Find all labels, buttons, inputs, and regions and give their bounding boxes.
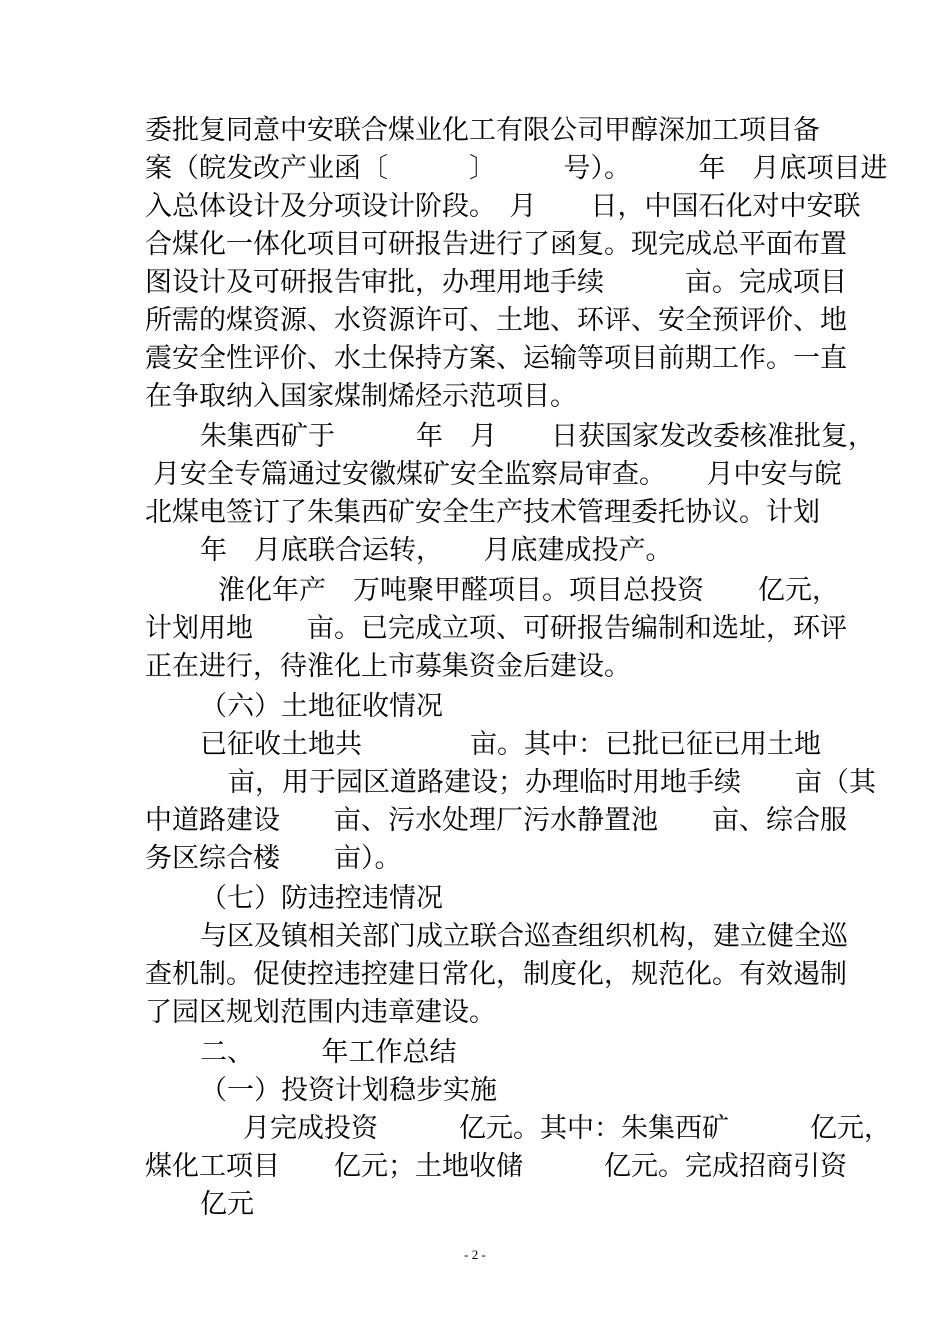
text-line: 正在进行，待淮化上市募集资金后建设。 (145, 651, 631, 682)
text-line: 计划用地 亩。已完成立项、可研报告编制和选址，环评 (145, 613, 847, 644)
text-line: 朱集西矿于 年 月 日获国家发改委核准批复， (200, 421, 875, 452)
text-line: 图设计及可研报告审批，办理用地手续 亩。完成项目 (145, 267, 847, 298)
text-line: （一）投资计划稳步实施 (200, 1075, 497, 1106)
text-line: （六）土地征收情况 (200, 691, 443, 722)
text-line: 务区综合楼 亩）。 (145, 843, 402, 874)
text-line: 淮化年产 万吨聚甲醛项目。项目总投资 亿元， (218, 575, 839, 606)
text-line: 震安全性评价、水土保持方案、运输等项目前期工作。一直 (145, 343, 847, 374)
text-line: 二、 年工作总结 (200, 1037, 457, 1068)
text-line: 了园区规划范围内违章建设。 (145, 997, 496, 1028)
text-line: 月安全专篇通过安徽煤矿安全监察局审查。 月中安与皖 (153, 459, 842, 490)
text-line: 中道路建设 亩、污水处理厂污水静置池 亩、综合服 (145, 805, 847, 836)
text-line: 所需的煤资源、水资源许可、土地、环评、安全预评价、地 (145, 305, 847, 336)
text-line: 亩，用于园区道路建设；办理临时用地手续 亩（其 (228, 767, 876, 798)
text-line: 亿元 (200, 1189, 254, 1220)
text-line: 月完成投资 亿元。其中：朱集西矿 亿元， (243, 1113, 891, 1144)
text-line: 案（皖发改产业函〔 〕 号）。 年 月底项目进 (145, 153, 888, 184)
text-line: 年 月底联合运转， 月底建成投产。 (200, 535, 673, 566)
text-line: 已征收土地共 亩。其中：已批已征已用土地 (200, 729, 821, 760)
text-line: 合煤化一体化项目可研报告进行了函复。现完成总平面布置 (145, 229, 847, 260)
text-line: 北煤电签订了朱集西矿安全生产技术管理委托协议。计划 (145, 497, 820, 528)
text-line: 委批复同意中安联合煤业化工有限公司甲醇深加工项目备 (145, 115, 820, 146)
text-line: 入总体设计及分项设计阶段。 月 日，中国石化对中安联 (145, 191, 861, 222)
text-line: 查机制。促使控违控建日常化，制度化，规范化。有效遏制 (145, 959, 847, 990)
page-number: - 2 - (464, 1247, 486, 1262)
text-line: 在争取纳入国家煤制烯烃示范项目。 (145, 381, 577, 412)
text-line: 煤化工项目 亿元；土地收储 亿元。完成招商引资 (145, 1151, 847, 1182)
text-line: （七）防违控违情况 (200, 883, 443, 914)
text-line: 与区及镇相关部门成立联合巡查组织机构，建立健全巡 (200, 921, 848, 952)
